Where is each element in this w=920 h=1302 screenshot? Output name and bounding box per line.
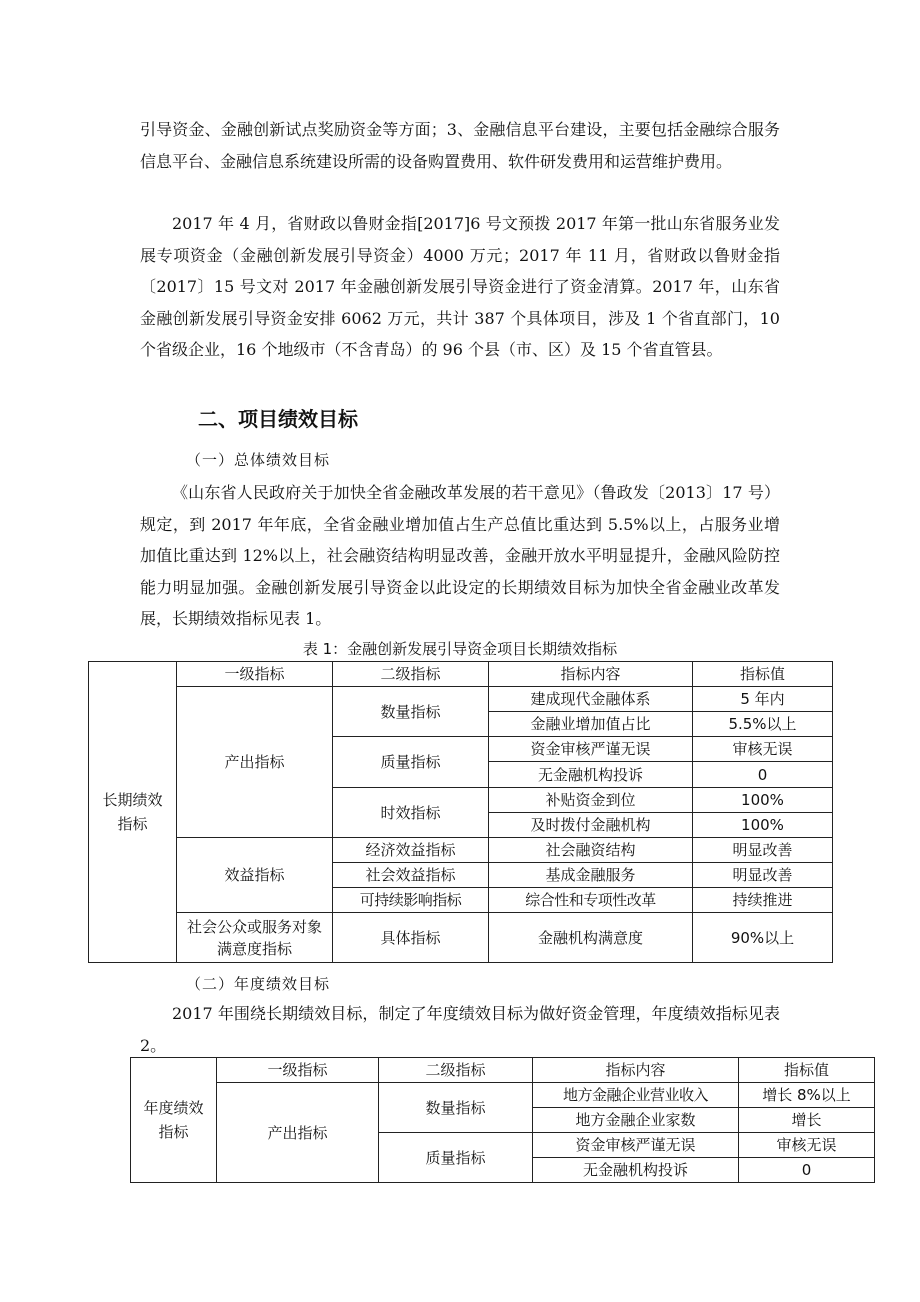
table1-value-cell: 90%以上 bbox=[693, 913, 833, 963]
table2-row-label: 年度绩效指标 bbox=[131, 1058, 217, 1183]
table-row bbox=[89, 913, 833, 963]
table1-value-cell: 5 年内 bbox=[693, 687, 833, 712]
table2-value-cell: 增长 bbox=[739, 1108, 875, 1133]
table1-header-cell: 二级指标 bbox=[333, 662, 489, 687]
table1-content-cell: 资金审核严谨无误 bbox=[489, 737, 693, 762]
paragraph-annual-goals: 2017 年围绕长期绩效目标，制定了年度绩效目标为做好资金管理，年度绩效指标见表 2。 bbox=[140, 1004, 780, 1055]
subheading-overall-goals: （一）总体绩效目标 bbox=[186, 451, 331, 469]
table1-content-cell: 无金融机构投诉 bbox=[489, 762, 693, 788]
table2-l2-quantity: 数量指标 bbox=[379, 1083, 533, 1133]
table2-content-cell: 无金融机构投诉 bbox=[533, 1158, 739, 1183]
paragraph-long-term-goals: 《山东省人民政府关于加快全省金融改革发展的若干意见》（鲁政发〔2013〕17 号）规定，到 2017 年年底，全省金融业增加值占生产总值比重达到 5.5%以上，占服务业增加值比重达到 12%以上，社会融资结构明显改善，金融开放水平明显提升，金融风险防控能力明显加强。金融创新发展引导资金以此设定的长期绩效目标为加快全省金融业改革发展，长期绩效指标见表 1。 bbox=[140, 483, 780, 628]
table-row bbox=[131, 1083, 875, 1108]
table1-l2-specific: 具体指标 bbox=[333, 913, 489, 963]
table2-header-cell: 指标内容 bbox=[533, 1058, 739, 1083]
table1-l2-quality: 质量指标 bbox=[333, 737, 489, 788]
table2-l1-output: 产出指标 bbox=[217, 1083, 379, 1183]
table1-value-cell: 明显改善 bbox=[693, 863, 833, 888]
table-annual-indicators bbox=[130, 1057, 875, 1183]
table1-value-cell: 0 bbox=[693, 762, 833, 788]
table-row bbox=[89, 662, 833, 687]
table1-l2-economic: 经济效益指标 bbox=[333, 838, 489, 863]
table1-header-cell: 指标内容 bbox=[489, 662, 693, 687]
table-row bbox=[131, 1058, 875, 1083]
table2-value-cell: 0 bbox=[739, 1158, 875, 1183]
table1-content-cell: 建成现代金融体系 bbox=[489, 687, 693, 712]
table1-content-cell: 金融机构满意度 bbox=[489, 913, 693, 963]
table1-l1-satisfaction: 社会公众或服务对象满意度指标 bbox=[177, 913, 333, 963]
table2-header-cell: 二级指标 bbox=[379, 1058, 533, 1083]
table1-content-cell: 综合性和专项性改革 bbox=[489, 888, 693, 913]
table1-content-cell: 补贴资金到位 bbox=[489, 788, 693, 813]
table2-content-cell: 资金审核严谨无误 bbox=[533, 1133, 739, 1158]
table1-content-cell: 基成金融服务 bbox=[489, 863, 693, 888]
table1-value-cell: 审核无误 bbox=[693, 737, 833, 762]
table1-value-cell: 5.5%以上 bbox=[693, 712, 833, 737]
table1-caption: 表 1：金融创新发展引导资金项目长期绩效指标 bbox=[302, 640, 618, 658]
table1-row-label: 长期绩效指标 bbox=[89, 662, 177, 963]
table-row bbox=[89, 838, 833, 863]
table2-content-cell: 地方金融企业家数 bbox=[533, 1108, 739, 1133]
paragraph-2017-allocation: 2017 年 4 月，省财政以鲁财金指[2017]6 号文预拨 2017 年第一批山东省服务业发展专项资金（金融创新发展引导资金）4000 万元；2017 年 11 月，省财政以鲁财金指〔2017〕15 号文对 2017 年金融创新发展引导资金进行了资金清算。2017 年，山东省金融创新发展引导资金安排 6062 万元，共计 387 个具体项目，涉及 1 个省直部门，10 个省级企业，16 个地级市（不含青岛）的 96 个县（市、区）及 15 个省直管县。 bbox=[140, 214, 780, 359]
paragraph-funding-uses: 引导资金、金融创新试点奖励资金等方面；3、金融信息平台建设，主要包括金融综合服务信息平台、金融信息系统建设所需的设备购置费用、软件研发费用和运营维护费用。 bbox=[140, 120, 780, 171]
table2-header-cell: 一级指标 bbox=[217, 1058, 379, 1083]
table1-l1-output: 产出指标 bbox=[177, 687, 333, 838]
section-heading-performance-goals: 二、项目绩效目标 bbox=[198, 407, 358, 431]
table1-content-cell: 金融业增加值占比 bbox=[489, 712, 693, 737]
table2-content-cell: 地方金融企业营业收入 bbox=[533, 1083, 739, 1108]
table2-value-cell: 审核无误 bbox=[739, 1133, 875, 1158]
table1-l1-benefit: 效益指标 bbox=[177, 838, 333, 913]
table1-value-cell: 持续推进 bbox=[693, 888, 833, 913]
table1-content-cell: 社会融资结构 bbox=[489, 838, 693, 863]
table1-l2-sustainable: 可持续影响指标 bbox=[333, 888, 489, 913]
table1-l2-social: 社会效益指标 bbox=[333, 863, 489, 888]
table1-value-cell: 100% bbox=[693, 813, 833, 838]
table2-value-cell: 增长 8%以上 bbox=[739, 1083, 875, 1108]
table1-content-cell: 及时拨付金融机构 bbox=[489, 813, 693, 838]
table1-value-cell: 100% bbox=[693, 788, 833, 813]
table2-header-cell: 指标值 bbox=[739, 1058, 875, 1083]
table-long-term-indicators bbox=[88, 661, 833, 963]
table-row bbox=[89, 687, 833, 712]
subheading-annual-goals: （二）年度绩效目标 bbox=[186, 975, 331, 993]
table1-l2-quantity: 数量指标 bbox=[333, 687, 489, 737]
table1-header-cell: 一级指标 bbox=[177, 662, 333, 687]
table1-header-cell: 指标值 bbox=[693, 662, 833, 687]
table1-l2-timeliness: 时效指标 bbox=[333, 788, 489, 838]
table2-l2-quality: 质量指标 bbox=[379, 1133, 533, 1183]
table1-value-cell: 明显改善 bbox=[693, 838, 833, 863]
